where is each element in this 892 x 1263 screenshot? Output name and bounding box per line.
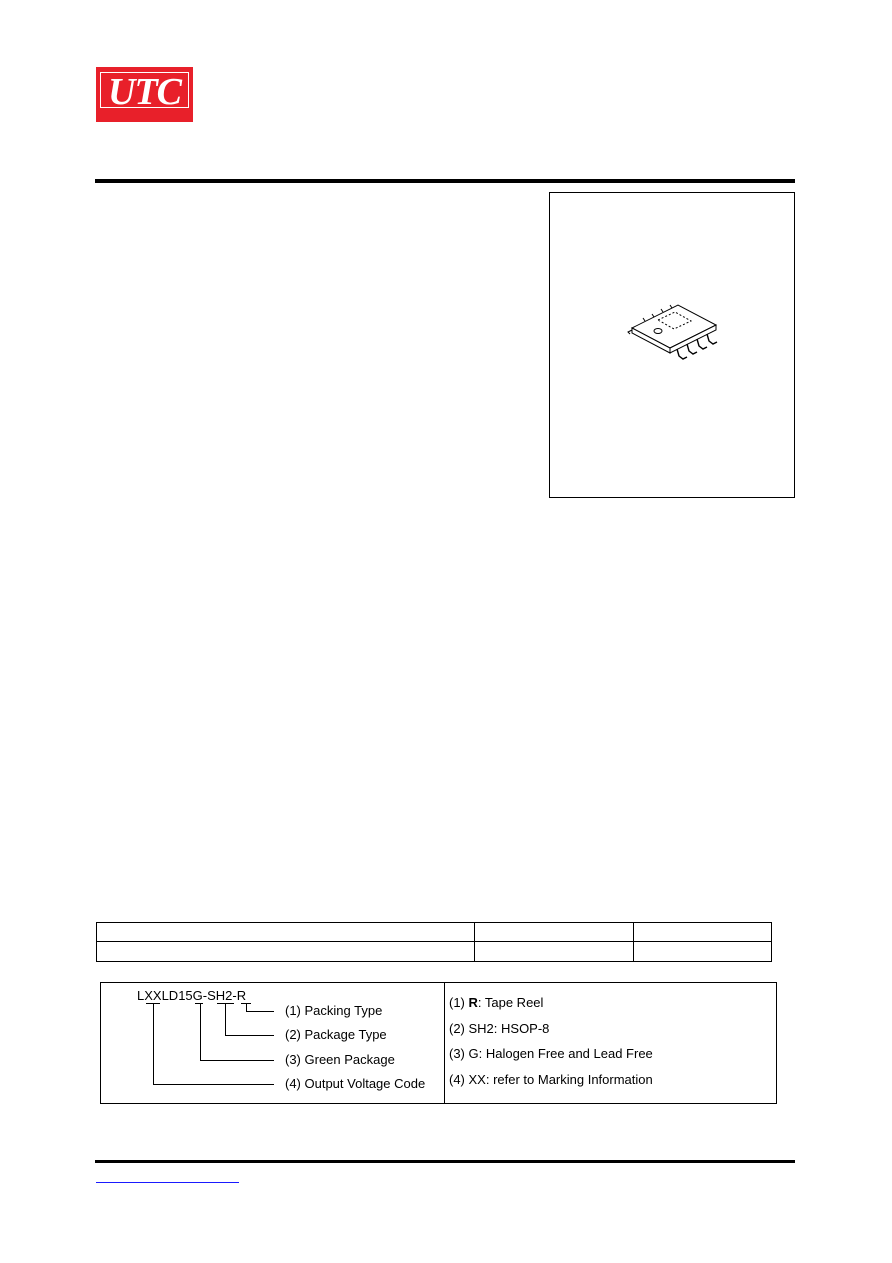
desc-key: (3) <box>449 1046 469 1061</box>
label-packing-type: (1) Packing Type <box>285 1003 383 1018</box>
table-column-divider <box>474 923 475 961</box>
leader-3-horizontal <box>200 1060 274 1061</box>
leader-1-vertical <box>246 1003 247 1011</box>
utc-logo <box>96 67 193 122</box>
label-package-type: (2) Package Type <box>285 1027 387 1042</box>
label-green-package: (3) Green Package <box>285 1052 395 1067</box>
ordering-table <box>96 922 772 962</box>
leader-4-horizontal <box>153 1084 274 1085</box>
part-number: LXXLD15G-SH2-R <box>137 988 247 1003</box>
package-image-box <box>549 192 795 498</box>
desc-key: (2) <box>449 1021 469 1036</box>
desc-rest: XX: refer to Marking Information <box>468 1072 653 1087</box>
desc-key: (1) <box>449 995 469 1010</box>
leader-1-horizontal <box>246 1011 274 1012</box>
leader-2-horizontal <box>225 1035 274 1036</box>
table-row-divider <box>97 941 771 942</box>
desc-package-type <box>449 1022 549 1036</box>
label-output-voltage-code: (4) Output Voltage Code <box>285 1076 426 1091</box>
leader-2-vertical <box>225 1003 226 1035</box>
hsop8-chip-icon <box>550 193 796 499</box>
ordering-code-box <box>100 982 777 1104</box>
logo-text: UTC <box>108 71 181 113</box>
leader-3-vertical <box>200 1003 201 1060</box>
desc-rest: : Tape Reel <box>477 995 544 1010</box>
footer-website-link[interactable] <box>96 1168 239 1183</box>
desc-green-package <box>449 1047 653 1061</box>
header-rule <box>95 179 795 183</box>
ordering-code-divider <box>444 983 445 1103</box>
desc-key: (4) <box>449 1072 469 1087</box>
leader-4-vertical <box>153 1003 154 1084</box>
table-column-divider <box>633 923 634 961</box>
footer-rule <box>95 1160 795 1163</box>
desc-rest: G: Halogen Free and Lead Free <box>468 1046 653 1061</box>
desc-output-voltage-code <box>449 1073 653 1087</box>
desc-bold: R <box>468 995 478 1010</box>
desc-rest: SH2: HSOP-8 <box>468 1021 550 1036</box>
underline-g <box>195 1003 203 1004</box>
desc-packing-type <box>449 996 543 1010</box>
